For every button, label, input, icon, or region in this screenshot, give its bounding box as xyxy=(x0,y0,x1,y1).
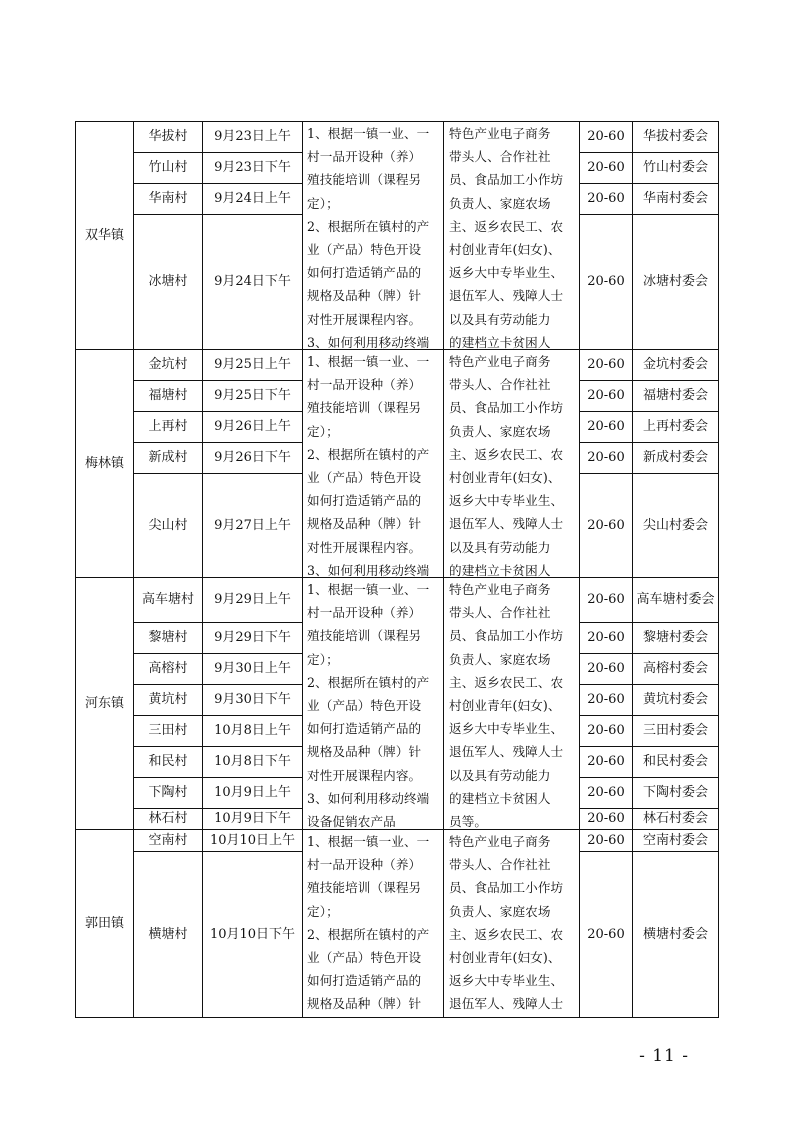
target-line: 负责人、家庭农场 xyxy=(449,423,551,439)
content-line: 规格及品种（牌）针 xyxy=(307,996,422,1012)
training-date: 9月24日下午 xyxy=(214,274,291,289)
training-date: 9月23日上午 xyxy=(214,129,291,144)
target-line: 以及具有劳动能力 xyxy=(449,539,551,555)
row-rule xyxy=(579,442,719,443)
row-rule xyxy=(579,777,719,778)
row-rule xyxy=(579,808,719,809)
row-rule xyxy=(579,152,719,153)
target-line: 返乡大中专毕业生、 xyxy=(449,493,564,509)
content-line: 对性开展课程内容。 xyxy=(307,311,422,327)
town-name: 河东镇 xyxy=(84,695,124,711)
row-rule xyxy=(579,746,719,747)
training-date: 10月9日下午 xyxy=(214,811,291,826)
content-line: 业（产品）特色开设 xyxy=(307,949,422,965)
training-date: 9月23日下午 xyxy=(214,160,291,175)
row-rule xyxy=(579,653,719,654)
village-name: 林石村 xyxy=(148,811,188,826)
column-rule xyxy=(443,121,444,1018)
training-date: 9月29日下午 xyxy=(214,630,291,645)
training-date: 9月30日下午 xyxy=(214,692,291,707)
target-line: 负责人、家庭农场 xyxy=(449,195,551,211)
row-rule xyxy=(133,851,303,852)
venue: 空南村委会 xyxy=(642,832,708,848)
content-line: 定）； xyxy=(307,195,339,211)
venue: 高榕村委会 xyxy=(642,661,708,676)
training-target xyxy=(449,830,577,1017)
content-line: 2、根据所在镇村的产 xyxy=(307,674,430,690)
content-line: 业（产品）特色开设 xyxy=(307,469,422,485)
content-line: 1、根据一镇一业、一 xyxy=(307,834,430,849)
content-line: 殖技能培训（课程另 xyxy=(307,628,422,644)
target-line: 返乡大中专毕业生、 xyxy=(449,973,564,989)
row-rule xyxy=(579,411,719,412)
village-name: 黎塘村 xyxy=(148,630,188,645)
target-line: 返乡大中专毕业生、 xyxy=(449,265,564,281)
village-name: 新成村 xyxy=(148,450,188,465)
row-rule xyxy=(133,684,303,685)
training-date: 9月25日下午 xyxy=(214,388,291,403)
target-line: 特色产业电子商务 xyxy=(449,354,551,369)
participant-count: 20-60 xyxy=(587,592,625,607)
participant-count: 20-60 xyxy=(587,661,625,676)
training-target xyxy=(449,578,577,829)
row-rule xyxy=(133,183,303,184)
village-name: 三田村 xyxy=(148,723,188,738)
content-line: 1、根据一镇一业、一 xyxy=(307,354,430,369)
training-date: 10月10日下午 xyxy=(209,926,296,942)
venue: 高车塘村委会 xyxy=(636,592,715,607)
page-number: - 11 - xyxy=(639,1046,689,1066)
target-line: 退伍军人、残障人士 xyxy=(449,996,564,1012)
target-line: 以及具有劳动能力 xyxy=(449,311,551,327)
target-line: 主、返乡农民工、农 xyxy=(449,446,564,462)
venue: 冰塘村委会 xyxy=(642,274,708,289)
row-rule xyxy=(133,380,303,381)
training-content xyxy=(307,350,441,577)
row-rule xyxy=(133,411,303,412)
target-line: 员、食品加工小作坊 xyxy=(449,880,564,896)
participant-count: 20-60 xyxy=(587,419,625,434)
content-line: 规格及品种（牌）针 xyxy=(307,744,422,760)
training-date: 10月8日上午 xyxy=(214,723,291,738)
venue: 新成村委会 xyxy=(642,450,708,465)
row-rule xyxy=(133,653,303,654)
training-date: 9月25日上午 xyxy=(214,357,291,372)
venue: 华南村委会 xyxy=(642,191,708,206)
training-date: 9月27日上午 xyxy=(214,517,291,533)
content-line: 定）； xyxy=(307,423,339,439)
target-line: 特色产业电子商务 xyxy=(449,582,551,597)
venue: 竹山村委会 xyxy=(642,160,708,175)
content-line: 如何打造适销产品的 xyxy=(307,493,422,509)
participant-count: 20-60 xyxy=(587,274,625,289)
row-rule xyxy=(133,214,303,215)
training-date: 10月10日上午 xyxy=(209,832,296,848)
target-line: 带头人、合作社社 xyxy=(449,605,551,621)
content-line: 1、根据一镇一业、一 xyxy=(307,126,430,141)
participant-count: 20-60 xyxy=(587,357,625,372)
village-name: 冰塘村 xyxy=(148,274,188,289)
row-rule xyxy=(579,473,719,474)
village-name: 下陶村 xyxy=(148,785,188,800)
venue: 和民村委会 xyxy=(642,754,708,769)
venue: 黎塘村委会 xyxy=(642,630,708,645)
village-name: 华南村 xyxy=(148,191,188,206)
venue: 黄坑村委会 xyxy=(642,692,708,707)
column-rule xyxy=(718,121,719,1018)
participant-count: 20-60 xyxy=(587,191,625,206)
content-line: 村一品开设种（养） xyxy=(307,605,422,621)
training-date: 9月29日上午 xyxy=(214,592,291,607)
training-date: 10月8日下午 xyxy=(214,754,291,769)
content-line: 1、根据一镇一业、一 xyxy=(307,582,430,597)
target-line: 负责人、家庭农场 xyxy=(449,903,551,919)
target-line: 员、食品加工小作坊 xyxy=(449,172,564,188)
training-content xyxy=(307,122,441,349)
village-name: 黄坑村 xyxy=(148,692,188,707)
row-rule xyxy=(133,622,303,623)
content-line: 殖技能培训（课程另 xyxy=(307,880,422,896)
venue: 福塘村委会 xyxy=(642,388,708,403)
row-rule xyxy=(133,808,303,809)
venue: 上再村委会 xyxy=(642,419,708,434)
target-line: 带头人、合作社社 xyxy=(449,377,551,393)
training-date: 9月30日上午 xyxy=(214,661,291,676)
venue: 尖山村委会 xyxy=(642,517,708,533)
content-line: 设备促销农产品 xyxy=(307,813,396,829)
target-line: 村创业青年(妇女)、 xyxy=(449,697,561,713)
village-name: 竹山村 xyxy=(148,160,188,175)
training-date: 9月24日上午 xyxy=(214,191,291,206)
target-line: 员等。 xyxy=(449,813,488,829)
venue: 三田村委会 xyxy=(642,723,708,738)
target-line: 带头人、合作社社 xyxy=(449,857,551,873)
participant-count: 20-60 xyxy=(587,517,625,533)
venue: 下陶村委会 xyxy=(642,785,708,800)
participant-count: 20-60 xyxy=(587,926,625,942)
target-line: 的建档立卡贫困人 xyxy=(449,562,551,577)
row-rule xyxy=(579,622,719,623)
content-line: 对性开展课程内容。 xyxy=(307,539,422,555)
training-date: 9月26日下午 xyxy=(214,450,291,465)
content-line: 3、如何利用移动终端 xyxy=(307,562,430,577)
participant-count: 20-60 xyxy=(587,692,625,707)
row-rule xyxy=(579,851,719,852)
venue: 横塘村委会 xyxy=(642,926,708,942)
training-target xyxy=(449,122,577,349)
content-line: 规格及品种（牌）针 xyxy=(307,516,422,532)
target-line: 的建档立卡贫困人 xyxy=(449,790,551,806)
row-rule xyxy=(133,715,303,716)
town-name: 双华镇 xyxy=(84,227,124,243)
content-line: 2、根据所在镇村的产 xyxy=(307,218,430,234)
row-rule xyxy=(133,442,303,443)
target-line: 员、食品加工小作坊 xyxy=(449,628,564,644)
row-rule xyxy=(133,746,303,747)
row-rule xyxy=(579,715,719,716)
target-line: 村创业青年(妇女)、 xyxy=(449,469,561,485)
village-name: 横塘村 xyxy=(148,926,188,942)
target-line: 村创业青年(妇女)、 xyxy=(449,241,561,257)
village-name: 高榕村 xyxy=(148,661,188,676)
venue: 金坑村委会 xyxy=(642,357,708,372)
participant-count: 20-60 xyxy=(587,754,625,769)
participant-count: 20-60 xyxy=(587,811,625,826)
target-line: 退伍军人、残障人士 xyxy=(449,288,564,304)
row-rule xyxy=(133,473,303,474)
town-name: 梅林镇 xyxy=(84,455,124,471)
target-line: 负责人、家庭农场 xyxy=(449,651,551,667)
row-rule xyxy=(133,152,303,153)
content-line: 3、如何利用移动终端 xyxy=(307,334,430,349)
town-name: 郭田镇 xyxy=(84,915,124,931)
target-line: 员、食品加工小作坊 xyxy=(449,400,564,416)
participant-count: 20-60 xyxy=(587,450,625,465)
training-target xyxy=(449,350,577,577)
target-line: 退伍军人、残障人士 xyxy=(449,744,564,760)
target-line: 主、返乡农民工、农 xyxy=(449,218,564,234)
training-content xyxy=(307,830,441,1017)
content-line: 规格及品种（牌）针 xyxy=(307,288,422,304)
target-line: 的建档立卡贫困人 xyxy=(449,334,551,349)
venue: 华拔村委会 xyxy=(642,129,708,144)
row-rule xyxy=(133,777,303,778)
content-line: 如何打造适销产品的 xyxy=(307,721,422,737)
village-name: 上再村 xyxy=(148,419,188,434)
participant-count: 20-60 xyxy=(587,785,625,800)
content-line: 定）； xyxy=(307,651,339,667)
row-rule xyxy=(579,684,719,685)
target-line: 主、返乡农民工、农 xyxy=(449,926,564,942)
content-line: 村一品开设种（养） xyxy=(307,377,422,393)
target-line: 返乡大中专毕业生、 xyxy=(449,721,564,737)
content-line: 对性开展课程内容。 xyxy=(307,767,422,783)
content-line: 2、根据所在镇村的产 xyxy=(307,926,430,942)
participant-count: 20-60 xyxy=(587,723,625,738)
village-name: 华拔村 xyxy=(148,129,188,144)
target-line: 退伍军人、残障人士 xyxy=(449,516,564,532)
training-content xyxy=(307,578,441,829)
target-line: 主、返乡农民工、农 xyxy=(449,674,564,690)
content-line: 殖技能培训（课程另 xyxy=(307,172,422,188)
content-line: 业（产品）特色开设 xyxy=(307,241,422,257)
participant-count: 20-60 xyxy=(587,160,625,175)
target-line: 特色产业电子商务 xyxy=(449,834,551,849)
target-line: 村创业青年(妇女)、 xyxy=(449,949,561,965)
content-line: 业（产品）特色开设 xyxy=(307,697,422,713)
table-bottom-rule xyxy=(75,1017,719,1018)
village-name: 金坑村 xyxy=(148,357,188,372)
village-name: 高车塘村 xyxy=(141,592,194,607)
village-name: 福塘村 xyxy=(148,388,188,403)
content-line: 如何打造适销产品的 xyxy=(307,265,422,281)
venue: 林石村委会 xyxy=(642,811,708,826)
column-rule xyxy=(302,121,303,1018)
content-line: 如何打造适销产品的 xyxy=(307,973,422,989)
target-line: 以及具有劳动能力 xyxy=(449,767,551,783)
village-name: 尖山村 xyxy=(148,517,188,533)
content-line: 殖技能培训（课程另 xyxy=(307,400,422,416)
target-line: 特色产业电子商务 xyxy=(449,126,551,141)
content-line: 定）； xyxy=(307,903,339,919)
participant-count: 20-60 xyxy=(587,388,625,403)
content-line: 村一品开设种（养） xyxy=(307,149,422,165)
row-rule xyxy=(579,214,719,215)
village-name: 空南村 xyxy=(148,832,188,848)
village-name: 和民村 xyxy=(148,754,188,769)
participant-count: 20-60 xyxy=(587,129,625,144)
row-rule xyxy=(579,380,719,381)
content-line: 2、根据所在镇村的产 xyxy=(307,446,430,462)
content-line: 村一品开设种（养） xyxy=(307,857,422,873)
participant-count: 20-60 xyxy=(587,630,625,645)
participant-count: 20-60 xyxy=(587,832,625,848)
training-date: 9月26日上午 xyxy=(214,419,291,434)
training-date: 10月9日上午 xyxy=(214,785,291,800)
target-line: 带头人、合作社社 xyxy=(449,149,551,165)
row-rule xyxy=(579,183,719,184)
content-line: 3、如何利用移动终端 xyxy=(307,790,430,806)
